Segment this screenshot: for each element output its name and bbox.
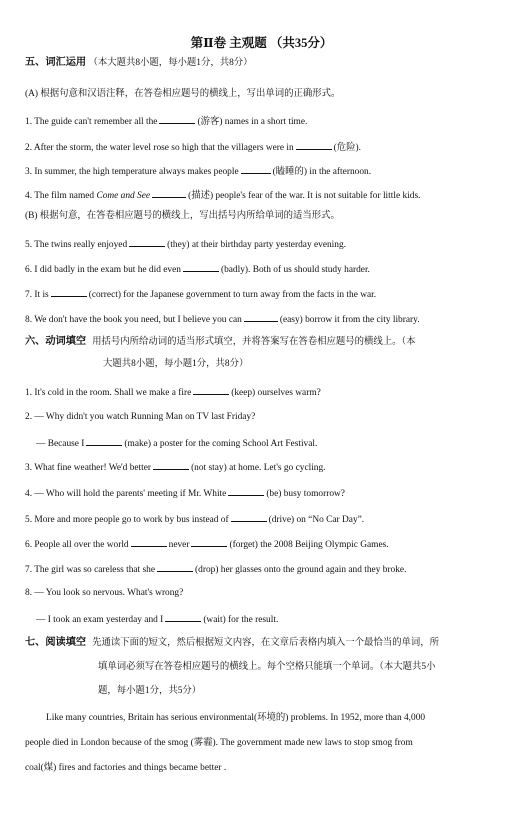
page-title: 第Ⅱ卷 主观题 （共35分）: [190, 36, 333, 50]
s6-question-8-a: 8. — You look so nervous. What's wrong?: [25, 588, 184, 598]
s6-question-6: [25, 537, 389, 551]
section-6-header: [25, 336, 416, 348]
s6-question-3: [25, 460, 326, 474]
answer-blank: [241, 164, 271, 174]
s6-question-2-b: [36, 436, 317, 450]
section-5-part-a: (A) 根据句意和汉语注释，在答卷相应题号的横线上，写出单词的正确形式。: [25, 89, 341, 99]
section-7-instruction: 先通读下面的短文，然后根据短文内容，在文章后表格内填入一个最恰当的单词，所: [92, 638, 440, 648]
question-text: 4. — Who will hold the parents' meeting if Mr. White: [25, 489, 227, 499]
s5-question-2: [25, 140, 361, 154]
s6-question-8-b: [36, 612, 278, 626]
s6-question-2-a: 2. — Why didn't you watch Running Man on TV last Friday?: [25, 412, 256, 422]
passage-line-2: people died in London because of the smog (雾霾). The government made new laws to stop smog from: [25, 738, 413, 748]
s6-question-5: [25, 512, 364, 526]
section-7-instruction-cont: 填单词必须写在答卷相应题号的横线上。每个空格只能填一个单词。（本大题共5小: [98, 662, 436, 672]
question-text: — Because I: [36, 439, 85, 449]
section-5-note: （本大题共8小题，每小题1分，共8分）: [88, 58, 253, 68]
question-text: (forget) the 2008 Beijing Olympic Games.: [229, 540, 389, 550]
question-text: 7. It is: [25, 290, 49, 300]
question-text: 1. The guide can't remember all the: [25, 117, 158, 127]
section-6-instruction-cont: 大题共8小题，每小题1分，共8分）: [103, 359, 249, 369]
section-7-heading: 七、阅读填空: [25, 637, 87, 648]
s5-question-8: [25, 312, 420, 326]
s5-question-3: [25, 164, 371, 178]
question-text: (make) a poster for the coming School Art Festival.: [124, 439, 318, 449]
answer-blank: [159, 114, 195, 124]
answer-blank: [131, 537, 167, 547]
question-text: 2. After the storm, the water level rose so high that the villagers were in: [25, 143, 294, 153]
s5-question-1: [25, 114, 307, 128]
question-text: (badly). Both of us should study harder.: [220, 265, 370, 275]
question-text: 5. More and more people go to work by bus instead of: [25, 515, 229, 525]
question-text: (危险).: [333, 143, 362, 153]
section-5-part-b: (B) 根据句意，在答卷相应题号的横线上，写出括号内所给单词的适当形式。: [25, 211, 340, 221]
s6-question-1: [25, 385, 321, 399]
answer-blank: [244, 312, 278, 322]
answer-blank: [129, 237, 165, 247]
section-6-instruction: 用括号内所给动词的适当形式填空，并将答案写在答卷相应题号的横线上。（本: [92, 337, 416, 347]
section-7-instruction-end: 题，每小题1分，共5分）: [98, 686, 202, 696]
answer-blank: [228, 486, 264, 496]
passage-line-1: Like many countries, Britain has serious environmental(环境的) problems. In 1952, more than 4,000: [46, 713, 426, 723]
answer-blank: [183, 262, 219, 272]
answer-blank: [165, 612, 201, 622]
question-text: (瞌睡的) in the afternoon.: [272, 167, 372, 177]
question-text: (wait) for the result.: [203, 615, 279, 625]
section-6-heading: 六、动词填空: [25, 336, 87, 347]
answer-blank: [152, 188, 186, 198]
section-5-heading: 五、词汇运用: [25, 57, 87, 68]
question-text: (correct) for the Japanese government to turn away from the facts in the war.: [88, 290, 377, 300]
question-text: (keep) ourselves warm?: [231, 388, 321, 398]
question-text: 4. The film named: [25, 191, 97, 201]
question-text: 1. It's cold in the room. Shall we make a fire: [25, 388, 192, 398]
question-text: 7. The girl was so careless that she: [25, 565, 156, 575]
answer-blank: [191, 537, 227, 547]
question-text: (drop) her glasses onto the ground again and they broke.: [195, 565, 407, 575]
question-text: 3. What fine weather! We'd better: [25, 463, 152, 473]
film-title: Come and See: [96, 191, 151, 201]
question-text: 8. We don't have the book you need, but I believe you can: [25, 315, 242, 325]
question-text: (drive) on “No Car Day”.: [268, 515, 365, 525]
s5-question-5: [25, 237, 346, 251]
answer-blank: [193, 385, 229, 395]
passage-line-3: coal(煤) fires and factories and things became better .: [25, 763, 227, 773]
answer-blank: [231, 512, 267, 522]
answer-blank: [86, 436, 122, 446]
question-text: (not stay) at home. Let's go cycling.: [191, 463, 326, 473]
s5-question-7: [25, 287, 376, 301]
question-text: 6. People all over the world: [25, 540, 129, 550]
question-text: (they) at their birthday party yesterday evening.: [167, 240, 346, 250]
question-text: (描述) people's fear of the war. It is not suitable for little kids.: [188, 191, 421, 201]
section-5-header: [25, 57, 253, 69]
question-text: — I took an exam yesterday and I: [36, 615, 164, 625]
answer-blank: [153, 460, 189, 470]
answer-blank: [157, 562, 193, 572]
question-text: 5. The twins really enjoyed: [25, 240, 128, 250]
s6-question-7: [25, 562, 406, 576]
question-text: (游客) names in a short time.: [197, 117, 308, 127]
s5-question-4: [25, 188, 420, 202]
question-text: (be) busy tomorrow?: [266, 489, 345, 499]
question-text: (easy) borrow it from the city library.: [279, 315, 420, 325]
question-text: 6. I did badly in the exam but he did even: [25, 265, 181, 275]
s5-question-6: [25, 262, 370, 276]
question-text: never: [168, 540, 190, 550]
answer-blank: [51, 287, 87, 297]
s6-question-4: [25, 486, 345, 500]
answer-blank: [296, 140, 332, 150]
question-text: 3. In summer, the high temperature always makes people: [25, 167, 239, 177]
section-7-header: [25, 637, 439, 649]
